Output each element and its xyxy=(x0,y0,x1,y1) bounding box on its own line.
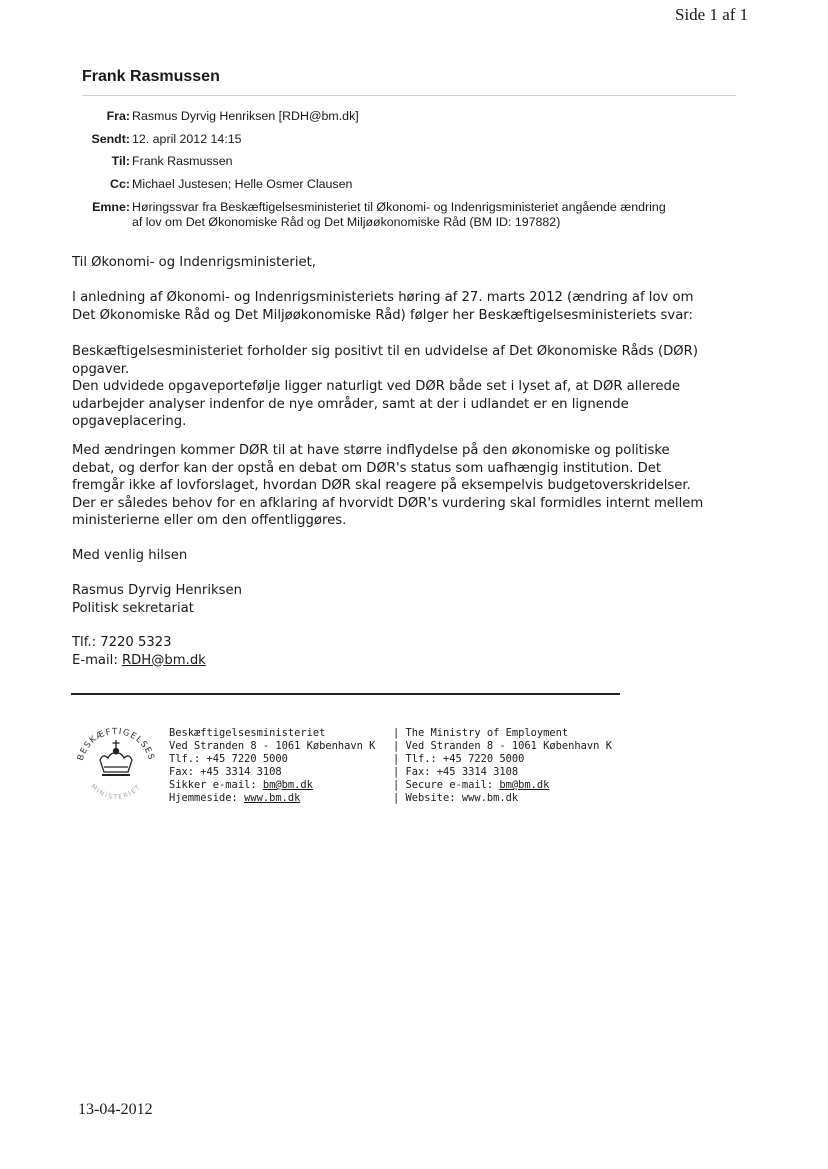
to-value: Frank Rasmussen xyxy=(132,154,233,168)
footer-name-da: Beskæftigelsesministeriet xyxy=(169,727,326,739)
paragraph-line: opgaver. xyxy=(72,361,130,377)
subject-line-1: Høringssvar fra Beskæftigelsesministeriet til Økonomi- og Indenrigsministeriet angående ændring xyxy=(132,200,666,214)
logo-text-bottom: MINISTERIET xyxy=(89,782,143,801)
salutation: Til Økonomi- og Indenrigsministeriet, xyxy=(72,255,316,270)
email-link[interactable]: RDH@bm.dk xyxy=(121,652,206,668)
footer-secure-email-en xyxy=(393,779,612,792)
footer-secure-email-da xyxy=(169,779,375,792)
footer-danish-column xyxy=(169,727,375,805)
recipient-name-heading: Frank Rasmussen xyxy=(82,68,220,85)
signer-title: Politisk sekretariat xyxy=(72,600,194,616)
to-label: Til: xyxy=(111,154,130,168)
cc-value: Michael Justesen; Helle Osmer Clausen xyxy=(132,177,353,191)
website-link[interactable]: www.bm.dk xyxy=(244,792,301,804)
paragraph-1 xyxy=(72,289,752,324)
paragraph-line: ministerierne eller om den offentliggøres. xyxy=(72,513,347,528)
logo-text-top: BESKÆFTIGELSES xyxy=(75,726,157,762)
email-label: E-mail: xyxy=(72,652,122,668)
paragraph-line: Den udvidede opgaveportefølje ligger naturligt ved DØR både set i lyset af, at DØR allerede xyxy=(72,379,680,394)
signature-block xyxy=(72,582,752,617)
footer-phone-en: | Tlf.: +45 7220 5000 xyxy=(393,753,525,765)
sent-label: Sendt: xyxy=(91,132,130,146)
paragraph-line: Det Økonomiske Råd og Det Miljøøkonomiske Råd) følger her Beskæftigelsesministeriets svar: xyxy=(72,307,693,323)
subject-line-2: af lov om Det Økonomiske Råd og Det Miljøøkonomiske Råd (BM ID: 197882) xyxy=(132,215,561,229)
page-number: Side 1 af 1 xyxy=(675,5,749,24)
ministry-crown-logo xyxy=(70,718,162,810)
paragraph-line: Der er således behov for en afklaring af hvorvidt DØR's vurdering skal formidles internt mellem xyxy=(72,495,704,511)
secure-email-label-en: | Secure e-mail: xyxy=(393,779,500,791)
paragraph-line: Beskæftigelsesministeriet forholder sig positivt til en udvidelse af Det Økonomiske Råds (DØR) xyxy=(72,344,698,359)
footer-website-da xyxy=(169,792,375,805)
paragraph-line: opgaveplacering. xyxy=(72,414,187,429)
sent-value: 12. april 2012 14:15 xyxy=(132,132,242,146)
from-label: Fra: xyxy=(106,109,130,123)
footer-fax-da: Fax: +45 3314 3108 xyxy=(169,766,282,778)
crown-icon xyxy=(100,740,132,775)
paragraph-line: I anledning af Økonomi- og Indenrigsministeriets høring af 27. marts 2012 (ændring af lov om xyxy=(72,290,694,305)
from-value: Rasmus Dyrvig Henriksen [RDH@bm.dk] xyxy=(132,109,359,123)
subject-value xyxy=(132,200,742,230)
paragraph-line: fremgår ikke af lovforslaget, hvordan DØR skal reagere på eksempelvis budgetoverskridelser. xyxy=(72,478,691,493)
secure-email-label: Sikker e-mail: xyxy=(169,779,263,791)
footer-phone-da: Tlf.: +45 7220 5000 xyxy=(169,753,288,765)
print-date: 13-04-2012 xyxy=(78,1101,153,1118)
paragraph-3 xyxy=(72,442,752,530)
footer-fax-en: | Fax: +45 3314 3108 xyxy=(393,766,519,778)
contact-block xyxy=(72,634,752,669)
header-divider xyxy=(82,95,736,96)
paragraph-2 xyxy=(72,343,752,431)
footer-name-en: | The Ministry of Employment xyxy=(393,727,569,739)
footer-address-en: | Ved Stranden 8 - 1061 København K xyxy=(393,740,612,752)
subject-label: Emne: xyxy=(92,200,130,214)
paragraph-line: udarbejder analyser indenfor de nye områder, samt at der i udlandet er en lignende xyxy=(72,396,629,412)
secure-email-link[interactable]: bm@bm.dk xyxy=(262,779,313,791)
paragraph-line: Med ændringen kommer DØR til at have større indflydelse på den økonomiske og politiske xyxy=(72,443,670,458)
email-line xyxy=(72,652,752,670)
footer-website-en: | Website: www.bm.dk xyxy=(393,792,519,804)
cc-label: Cc: xyxy=(110,177,130,191)
website-label: Hjemmeside: xyxy=(169,792,245,804)
svg-text:MINISTERIET xyxy=(89,783,142,801)
footer-address-da: Ved Stranden 8 - 1061 København K xyxy=(169,740,376,752)
footer-english-column xyxy=(393,727,612,805)
phone: Tlf.: 7220 5323 xyxy=(72,635,172,650)
secure-email-link-en[interactable]: bm@bm.dk xyxy=(499,779,550,791)
paragraph-line: debat, og derfor kan der opstå en debat om DØR's status som uafhængig institution. Det xyxy=(72,460,662,476)
closing: Med venlig hilsen xyxy=(72,548,188,563)
signer-name: Rasmus Dyrvig Henriksen xyxy=(72,583,242,598)
signature-divider xyxy=(71,693,620,695)
